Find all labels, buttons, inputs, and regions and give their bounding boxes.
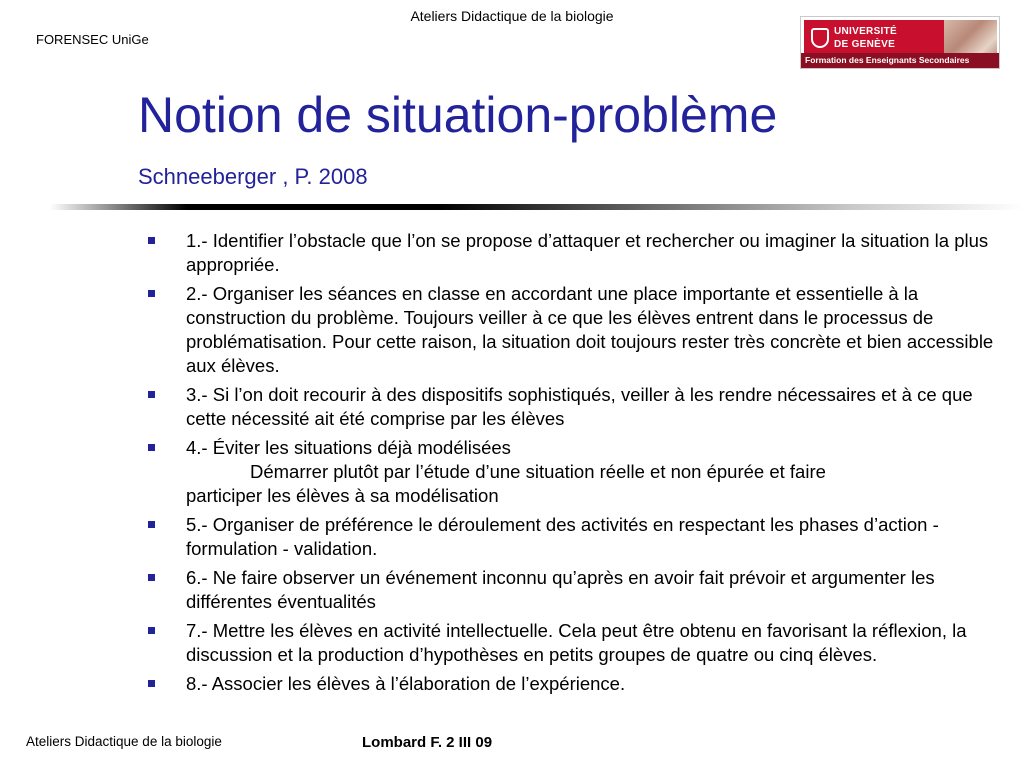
square-bullet-icon [148,680,155,687]
header-left-label: FORENSEC UniGe [36,32,149,47]
list-item [146,619,1002,667]
square-bullet-icon [148,237,155,244]
square-bullet-icon [148,290,155,297]
list-item [146,672,1002,696]
logo-strip: Formation des Enseignants Secondaires [801,53,999,68]
bullet-text: 3.- Si l’on doit recourir à des dispositifs sophistiqués, veiller à les rendre nécessaires et à ce que cette nécessité ait été comprise par les élèves [186,384,973,429]
title-divider [50,204,1024,210]
bullet-text: 5.- Organiser de préférence le déroulement des activités en respectant les phases d’action - formulation - validation. [186,514,939,559]
slide-title: Notion de situation-problème [138,87,778,143]
list-item [146,229,1002,277]
list-item [146,282,1002,378]
bullet-list [146,229,1002,701]
bullet-text: 2.- Organiser les séances en classe en accordant une place importante et essentielle à la construction du problème. Toujours veiller à ce que les élèves entrent dans le processus de problématisation. Pour cette raison, la situation doit toujours rester très concrète et bien accessible aux élèves. [186,283,994,376]
bullet-text: 1.- Identifier l’obstacle que l’on se propose d’attaquer et rechercher ou imaginer la situation la plus appropriée. [186,230,989,275]
logo-line1: UNIVERSITÉ [834,26,898,37]
bullet-text: 4.- Éviter les situations déjà modélisées [186,437,511,458]
square-bullet-icon [148,627,155,634]
square-bullet-icon [148,521,155,528]
square-bullet-icon [148,574,155,581]
bullet-text: 7.- Mettre les élèves en activité intellectuelle. Cela peut être obtenu en favorisant la réflexion, la discussion et la production d’hypothèses en petits groupes de quatre ou cinq élèves. [186,620,967,665]
list-item [146,383,1002,431]
bullet-subtext-cont: participer les élèves à sa modélisation [186,485,499,506]
logo-line2: DE GENÈVE [834,39,896,50]
crest-icon [811,28,829,48]
list-item [146,436,1002,508]
list-item [146,566,1002,614]
slide-subtitle: Schneeberger , P. 2008 [138,164,368,189]
bullet-text: 6.- Ne faire observer un événement inconnu qu’après en avoir fait prévoir et argumenter les différentes éventualités [186,567,935,612]
square-bullet-icon [148,391,155,398]
bullet-text: 8.- Associer les élèves à l’élaboration de l’expérience. [186,673,626,694]
list-item [146,513,1002,561]
footer-author: Lombard F. 2 III 09 [362,734,493,751]
square-bullet-icon [148,444,155,451]
bullet-subtext: Démarrer plutôt par l’étude d’une situation réelle et non épurée et faire [250,461,826,482]
university-logo [800,16,1000,69]
footer-left-label: Ateliers Didactique de la biologie [26,734,222,749]
header-title: Ateliers Didactique de la biologie [410,8,614,24]
